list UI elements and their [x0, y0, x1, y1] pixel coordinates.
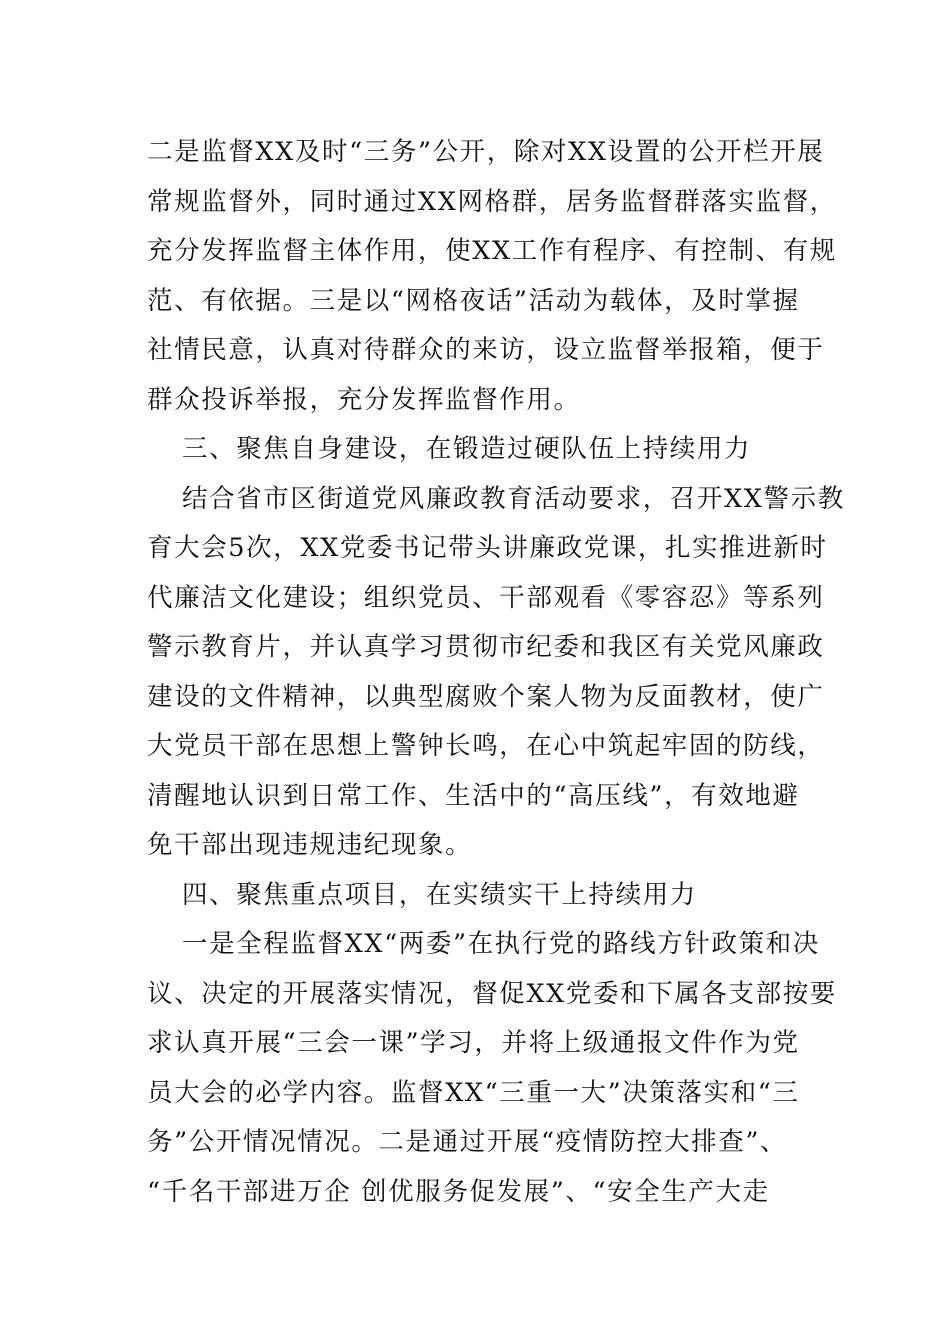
body-line: 一是全程监督XX“两委”在执行党的路线方针政策和决 [182, 929, 820, 959]
body-line: 清醒地认识到日常工作、生活中的“高压线”，有效地避 [147, 781, 800, 811]
section-heading: 四、聚焦重点项目，在实绩实干上持续用力 [182, 880, 697, 910]
body-line: 免干部出现违规违纪现象。 [147, 830, 473, 860]
body-line: 社情民意，认真对待群众的来访，设立监督举报箱，便于 [147, 335, 825, 365]
body-line: 充分发挥监督主体作用，使XX工作有程序、有控制、有规 [147, 236, 837, 266]
body-line: 大党员干部在思想上警钟长鸣，在心中筑起牢固的防线， [147, 731, 825, 761]
body-line: 常规监督外，同时通过XX网格群，居务监督群落实监督， [147, 187, 837, 217]
body-line: 代廉洁文化建设；组织党员、干部观看《零容忍》等系列 [147, 583, 825, 613]
body-line: 警示教育片，并认真学习贯彻市纪委和我区有关党风廉政 [147, 632, 825, 662]
body-line: 建设的文件精神，以典型腐败个案人物为反面教材，使广 [147, 682, 825, 712]
body-line: 结合省市区街道党风廉政教育活动要求，召开XX警示教 [182, 484, 845, 514]
body-line: 育大会5次，XX党委书记带头讲廉政党课，扎实推进新时 [147, 533, 828, 563]
body-line: 群众投诉举报，充分发挥监督作用。 [147, 385, 581, 415]
body-line: 员大会的必学内容。监督XX“三重一大”决策落实和“三 [147, 1078, 800, 1108]
body-line: 议、决定的开展落实情况，督促XX党委和下属各支部按要 [147, 979, 837, 1009]
body-line: 二是监督XX及时“三务”公开，除对XX设置的公开栏开展 [147, 137, 825, 167]
body-line: 务”公开情况情况。二是通过开展“疫情防控大排查”、 [147, 1127, 788, 1157]
body-line: 范、有依据。三是以“网格夜话”活动为载体，及时掌握 [147, 286, 800, 316]
section-heading: 三、聚焦自身建设，在锻造过硬队伍上持续用力 [182, 434, 752, 464]
body-line: “千名干部进万企 创优服务促发展”、“安全生产大走 [147, 1177, 770, 1207]
body-line: 求认真开展“三会一课”学习，并将上级通报文件作为党 [147, 1028, 800, 1058]
